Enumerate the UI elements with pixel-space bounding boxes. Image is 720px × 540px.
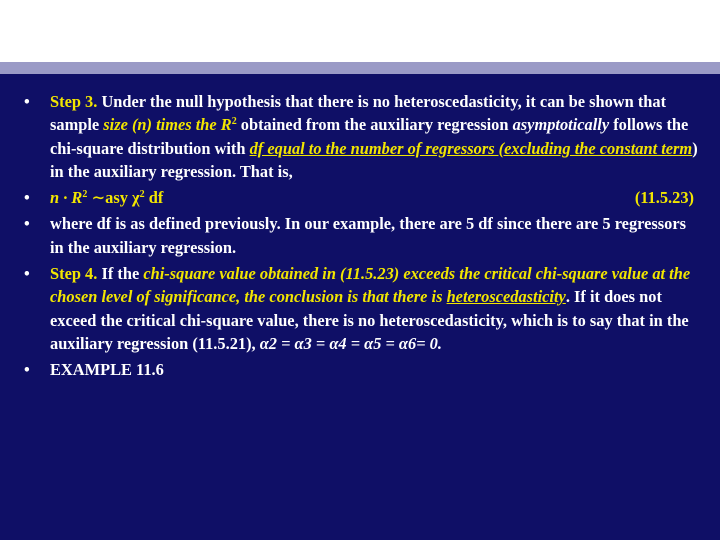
equation-part-b: ∼asy χ [87, 188, 140, 208]
step-4-highlight-2: heteroscedasticity [446, 287, 566, 307]
step-4-text-1: If the [97, 264, 144, 284]
bullet-dot-icon: • [24, 188, 30, 208]
step-4-alphas: α2 = α3 = α4 = α5 = α6= 0. [259, 333, 442, 353]
bullet-dot-icon: • [24, 360, 30, 380]
bullet-dot-icon: • [24, 92, 30, 111]
bullet-dot-icon: • [24, 264, 30, 284]
equation-sup-2: 2 [139, 189, 145, 201]
bullet-equation [22, 186, 700, 209]
step-3-label: Step 3. [50, 92, 98, 111]
step-3-text-3: follows the chi-square distribution with [50, 115, 689, 158]
bullet-step-3 [22, 90, 700, 183]
bullet-dot-icon: • [24, 214, 30, 234]
bullet-where-df [22, 212, 700, 259]
equation-number: (11.5.23) [634, 188, 694, 208]
step-3-highlight-2: asymptotically [512, 115, 610, 135]
where-df-text: where df is as defined previously. In our example, there are 5 df since there are 5 regressors in the auxiliary regression. [50, 214, 686, 257]
example-label: EXAMPLE 11.6 [50, 360, 164, 380]
step-3-text-2: obtained from the auxiliary regression [236, 115, 513, 135]
step-4-highlight-1: chi-square value obtained in (11.5.23) exceeds the critical chi-square value at the chosen level of significance, the conclusion is that there is [50, 264, 691, 307]
equation-part-a: n · R [50, 188, 83, 208]
step-4-text-2: . If it does not exceed the critical chi-square value, there is no heteroscedasticity, which is to say that in the auxiliary regression (11.5.21), [50, 287, 689, 353]
step-3-text-4: ) in the auxiliary regression. That is, [50, 138, 698, 181]
equation [50, 186, 163, 209]
bullet-list [22, 90, 700, 385]
step-4-label: Step 4. [50, 264, 98, 284]
equation-part-c: df [144, 188, 164, 208]
step-3-text-1: Under the null hypothesis that there is no heteroscedasticity, it can be shown that sample [50, 92, 667, 135]
equation-row [50, 186, 700, 209]
step-3-highlight-1: size (n) times the R [103, 115, 232, 135]
equation-sup-1: 2 [82, 189, 88, 201]
bullet-example [22, 358, 700, 381]
step-3-superscript: 2 [231, 116, 237, 128]
bullet-step-4 [22, 262, 700, 355]
step-3-highlight-3: df equal to the number of regressors (excluding the constant term [249, 138, 693, 158]
title-area [0, 0, 720, 62]
content-area [0, 74, 720, 540]
divider-stripe [0, 62, 720, 74]
